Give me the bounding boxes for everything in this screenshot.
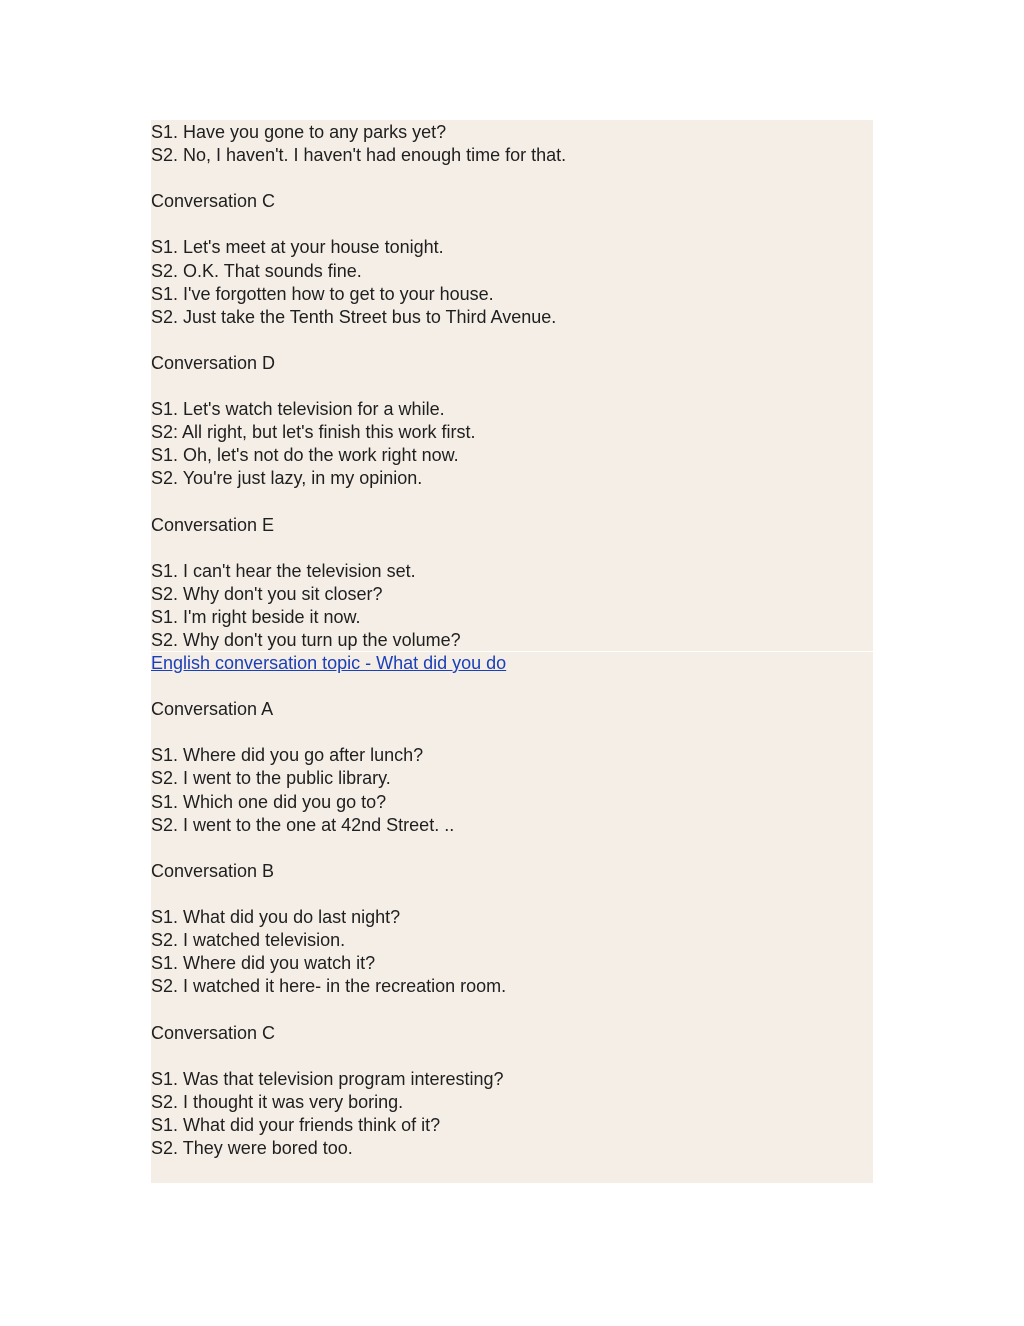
dialogue-line: S1. I can't hear the television set. bbox=[151, 560, 416, 581]
dialogue-line: S2. I went to the one at 42nd Street. .. bbox=[151, 814, 455, 835]
dialogue-line: S1. Which one did you go to? bbox=[151, 791, 387, 812]
dialogue-line: S1. Oh, let's not do the work right now. bbox=[151, 445, 459, 466]
dialogue-line: S2. They were bored too. bbox=[151, 1137, 353, 1158]
dialogue-line: S2. I watched it here- in the recreation room. bbox=[151, 976, 507, 997]
conversation-heading: Conversation C bbox=[151, 1022, 276, 1043]
dialogue-line: S1. What did you do last night? bbox=[151, 907, 401, 928]
dialogue-line: S2. I watched television. bbox=[151, 930, 346, 951]
dialogue-line: S2. I thought it was very boring. bbox=[151, 1091, 404, 1112]
conversation-heading: Conversation C bbox=[151, 191, 276, 212]
dialogue-line: S1. I've forgotten how to get to your house. bbox=[151, 283, 494, 304]
dialogue-line: S2. Why don't you turn up the volume? bbox=[151, 630, 461, 651]
topic-link-text[interactable]: English conversation topic - What did you do bbox=[151, 653, 507, 673]
conversation-heading: Conversation E bbox=[151, 514, 275, 535]
dialogue-line: S1. What did your friends think of it? bbox=[151, 1114, 441, 1135]
dialogue-line: S2. Why don't you sit closer? bbox=[151, 583, 383, 604]
dialogue-line: S2. You're just lazy, in my opinion. bbox=[151, 468, 423, 489]
document-page bbox=[151, 120, 873, 1183]
dialogue-line: S1. Let's watch television for a while. bbox=[151, 399, 445, 420]
topic-link[interactable] bbox=[151, 652, 873, 675]
dialogue-line: S1. Let's meet at your house tonight. bbox=[151, 237, 444, 258]
dialogue-line: S2. I went to the public library. bbox=[151, 768, 391, 789]
conversation-heading: Conversation A bbox=[151, 699, 274, 720]
dialogue-line: S2. O.K. That sounds fine. bbox=[151, 260, 362, 281]
dialogue-line: S1. I'm right beside it now. bbox=[151, 606, 361, 627]
dialogue-line: S2: All right, but let's finish this work first. bbox=[151, 422, 476, 443]
dialogue-line: S2. Just take the Tenth Street bus to Third Avenue. bbox=[151, 306, 557, 327]
conversation-heading: Conversation D bbox=[151, 352, 276, 373]
dialogue-line: S2. No, I haven't. I haven't had enough time for that. bbox=[151, 145, 567, 166]
conversation-heading: Conversation B bbox=[151, 860, 275, 881]
dialogue-line: S1. Where did you go after lunch? bbox=[151, 745, 424, 766]
dialogue-line: S1. Where did you watch it? bbox=[151, 953, 376, 974]
conversation-block-1 bbox=[151, 120, 873, 651]
dialogue-line: S1. Was that television program interesting? bbox=[151, 1068, 504, 1089]
conversation-block-2 bbox=[151, 652, 873, 1183]
dialogue-line: S1. Have you gone to any parks yet? bbox=[151, 122, 447, 142]
